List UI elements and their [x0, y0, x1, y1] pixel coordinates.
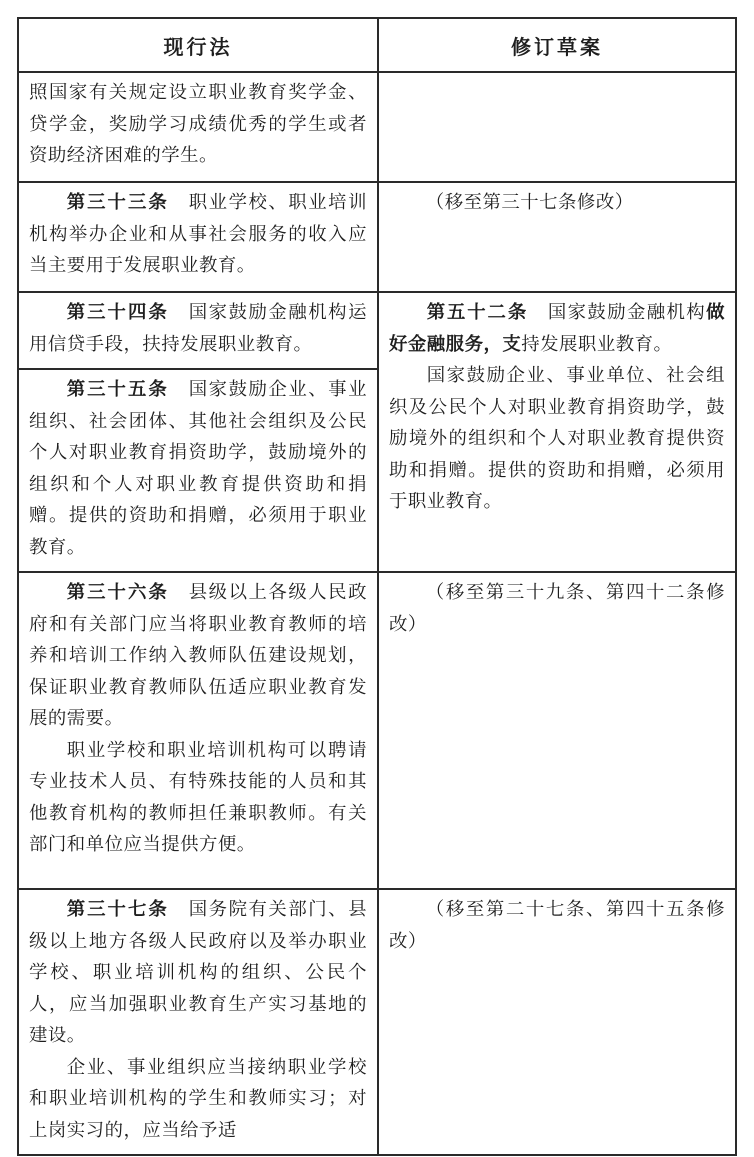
article-text: 国家鼓励企业、事业组织、社会团体、其他社会组织及公民个人对职业教育捐资助学，鼓励境外的组织和个人对职业教育提供资助和捐赠。提供的资助和捐赠，必须用于职业教育。 [29, 379, 367, 558]
current-law-cell [18, 572, 378, 889]
article-number: 第三十四条 [66, 302, 169, 323]
current-law-cell [18, 292, 378, 369]
article-number: 第五十二条 [426, 302, 529, 323]
current-law-cell [18, 369, 378, 572]
table-row [18, 292, 736, 369]
current-law-cell [18, 72, 378, 182]
article-number: 第三十七条 [66, 899, 169, 920]
article-text: 国家鼓励金融机构运用信贷手段，扶持发展职业教育。 [29, 302, 367, 355]
current-law-text: 照国家有关规定设立职业教育奖学金、贷学金，奖励学习成绩优秀的学生或者资助经济困难的学生。 [29, 82, 367, 166]
law-comparison-table [17, 17, 737, 1156]
current-law-cell [18, 182, 378, 292]
article-paragraph: 企业、事业组织应当接纳职业学校和职业培训机构的学生和教师实习；对上岗实习的，应当给予适 [29, 1056, 367, 1141]
draft-note: （移至第二十七条、第四十五条修改） [389, 899, 725, 952]
article-number: 第三十五条 [66, 379, 169, 400]
draft-cell [378, 182, 736, 292]
draft-note: （移至第三十九条、第四十二条修改） [389, 582, 725, 635]
article-paragraph: 国家鼓励企业、事业单位、社会组织及公民个人对职业教育捐资助学，鼓励境外的组织和个人对职业教育提供资助和捐赠。提供的资助和捐赠，必须用于职业教育。 [389, 365, 725, 512]
draft-cell [378, 572, 736, 889]
header-draft-amendment: 修订草案 [378, 18, 736, 72]
comparison-table-page [17, 17, 735, 1141]
article-number: 第三十三条 [66, 192, 169, 213]
article-text: 国家鼓励金融机构 [547, 302, 707, 323]
table-row [18, 572, 736, 889]
header-current-law: 现行法 [18, 18, 378, 72]
table-row [18, 72, 736, 182]
draft-note: （移至第三十七条修改） [425, 192, 634, 213]
current-law-cell [18, 889, 378, 1155]
table-header-row [18, 18, 736, 72]
article-text: 职业学校、职业培训机构举办企业和从事社会服务的收入应当主要用于发展职业教育。 [29, 192, 367, 276]
amended-text-bold: 做好金融服务，支 [389, 302, 725, 355]
draft-cell [378, 889, 736, 1155]
article-text: 持发展职业教育。 [521, 333, 673, 355]
article-number: 第三十六条 [66, 582, 169, 603]
draft-cell-empty [378, 72, 736, 182]
article-paragraph: 职业学校和职业培训机构可以聘请专业技术人员、有特殊技能的人员和其他教育机构的教师担任兼职教师。有关部门和单位应当提供方便。 [29, 739, 367, 855]
table-row [18, 182, 736, 292]
article-text: 县级以上各级人民政府和有关部门应当将职业教育教师的培养和培训工作纳入教师队伍建设规划，保证职业教育教师队伍适应职业教育发展的需要。 [29, 582, 367, 729]
article-text: 国务院有关部门、县级以上地方各级人民政府以及举办职业学校、职业培训机构的组织、公民个人，应当加强职业教育生产实习基地的建设。 [29, 899, 367, 1046]
draft-cell [378, 292, 736, 572]
table-row [18, 889, 736, 1155]
